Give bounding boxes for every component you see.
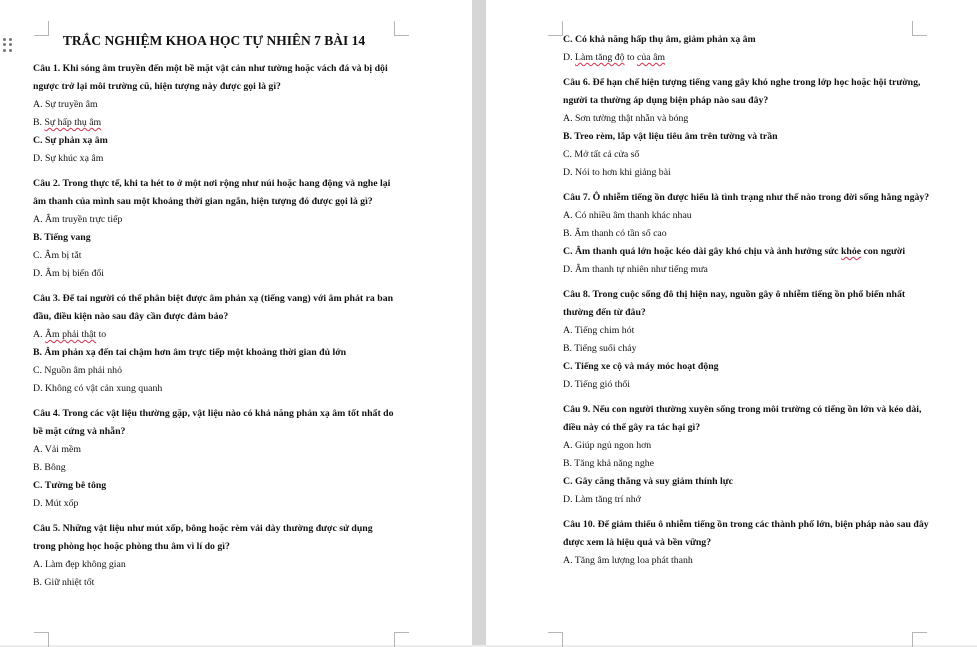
option-a: A. Âm phải thật to <box>33 329 107 340</box>
question-stem: Câu 9. Nếu con người thường xuyên sống trong môi trường có tiếng ồn lớn và kéo dài, điều này có thể gây ra tác hại gì? <box>563 404 922 433</box>
option-d: D. Âm thanh tự nhiên như tiếng mưa <box>563 264 708 275</box>
option-a: A. Tiếng chim hót <box>563 325 635 336</box>
question-6 <box>563 74 933 182</box>
option-d: D. Sự khúc xạ âm <box>33 153 104 164</box>
option-b: B. Tiếng suối chảy <box>563 343 637 354</box>
option-c: C. Gây căng thẳng và suy giảm thính lực <box>563 476 734 487</box>
option-d: D. Tiếng gió thổi <box>563 379 630 390</box>
option-a: A. Tăng âm lượng loa phát thanh <box>563 555 693 566</box>
option-a: A. Sơn tường thật nhẵn và bóng <box>563 113 689 124</box>
option-d: D. Không có vật cản xung quanh <box>33 383 163 394</box>
option-c: C. Âm bị tắt <box>33 250 82 261</box>
question-7 <box>563 189 933 279</box>
option-d: D. Âm bị biến đổi <box>33 268 105 279</box>
question-4 <box>33 405 395 513</box>
option-c: C. Sự phản xạ âm <box>33 135 108 146</box>
question-3 <box>33 290 395 398</box>
document-title: TRẮC NGHIỆM KHOA HỌC TỰ NHIÊN 7 BÀI 14 <box>62 33 366 48</box>
page-content[interactable] <box>33 30 395 592</box>
option-b: B. Sự hấp thụ âm <box>33 117 102 128</box>
option-d: D. Nói to hơn khi giảng bài <box>563 167 671 178</box>
question-stem: Câu 6. Để hạn chế hiện tượng tiếng vang gây khó nghe trong lớp học hoặc hội trường, người ta thường áp dụng biện pháp nào sau đây? <box>563 77 921 106</box>
option-c: C. Có khả năng hấp thụ âm, giảm phản xạ âm <box>563 34 756 45</box>
option-b: B. Tiếng vang <box>33 232 91 243</box>
option-a: A. Âm truyền trực tiếp <box>33 214 123 225</box>
option-a: A. Làm đẹp không gian <box>33 559 126 570</box>
option-b: B. Âm thanh có tần số cao <box>563 228 667 239</box>
question-5 <box>33 520 395 592</box>
option-a: A. Có nhiều âm thanh khác nhau <box>563 210 692 221</box>
option-a: A. Vải mềm <box>33 444 81 455</box>
question-stem: Câu 4. Trong các vật liệu thường gặp, vật liệu nào có khả năng phản xạ âm tốt nhất do bề mặt cứng và nhẵn? <box>33 408 394 437</box>
drag-handle-icon[interactable] <box>3 38 13 52</box>
question-stem: Câu 8. Trong cuộc sống đô thị hiện nay, nguồn gây ô nhiễm tiếng ồn phổ biến nhất thường đến từ đâu? <box>563 289 906 318</box>
question-stem: Câu 1. Khi sóng âm truyền đến một bề mặt vật cản như tường hoặc vách đá và bị dội ngược trở lại môi trường cũ, hiện tượng này được gọi là gì? <box>33 63 388 92</box>
question-stem: Câu 7. Ô nhiễm tiếng ồn được hiểu là tình trạng như thế nào trong đời sống hằng ngày? <box>563 192 930 203</box>
option-c: C. Tiếng xe cộ và máy móc hoạt động <box>563 361 719 372</box>
question-2 <box>33 175 395 283</box>
margin-corner-mark <box>394 21 409 36</box>
option-c: C. Nguồn âm phải nhỏ <box>33 365 122 376</box>
question-stem: Câu 2. Trong thực tế, khi ta hét to ở một nơi rộng như núi hoặc hang động và nghe lại âm thanh của mình sau một khoảng thời gian ngắn, hiện tượng đó được gọi là gì? <box>33 178 391 207</box>
question-5-continued <box>563 31 933 67</box>
spellcheck-marked-text[interactable]: Sự hấp thụ âm <box>44 117 102 128</box>
option-b: B. Tăng khả năng nghe <box>563 458 654 469</box>
spellcheck-marked-text[interactable]: khỏe <box>840 246 862 257</box>
option-a: A. Sự truyền âm <box>33 99 98 110</box>
option-b: B. Treo rèm, lắp vật liệu tiêu âm trên tường và trần <box>563 131 778 142</box>
option-c: C. Tường bê tông <box>33 480 107 491</box>
spellcheck-marked-text[interactable]: Làm tăng độ <box>574 52 625 63</box>
question-1 <box>33 60 395 168</box>
spellcheck-marked-text[interactable]: của âm <box>637 52 666 63</box>
page-gap <box>472 0 486 645</box>
option-c: C. Âm thanh quá lớn hoặc kéo dài gây khó chịu và ảnh hưởng sức khỏe con người <box>563 246 906 257</box>
margin-corner-mark <box>548 21 563 36</box>
option-d: D. Làm tăng trí nhớ <box>563 494 641 505</box>
option-b: B. Bông <box>33 462 66 473</box>
question-stem: Câu 5. Những vật liệu như mút xốp, bông hoặc rèm vải dày thường được sử dụng trong phòng học hoặc phòng thu âm vì lí do gì? <box>33 523 373 552</box>
question-10 <box>563 516 933 570</box>
option-b: B. Âm phản xạ đến tai chậm hơn âm trực tiếp một khoảng thời gian đủ lớn <box>33 347 347 358</box>
option-c: C. Mở tất cả cửa sổ <box>563 149 640 160</box>
question-8 <box>563 286 933 394</box>
document-page-right <box>486 0 977 645</box>
spellcheck-marked-text[interactable]: Âm phải thật <box>44 329 97 340</box>
question-stem: Câu 3. Để tai người có thể phân biệt được âm phản xạ (tiếng vang) với âm phát ra ban đầu, điều kiện nào sau đây cần được đảm bảo? <box>33 293 394 322</box>
question-stem: Câu 10. Để giảm thiểu ô nhiễm tiếng ồn trong các thành phố lớn, biện pháp nào sau đây được xem là hiệu quả và bền vững? <box>563 519 929 548</box>
document-page-left <box>0 0 472 645</box>
option-d: D. Làm tăng độ to của âm <box>563 52 666 63</box>
question-9 <box>563 401 933 509</box>
option-a: A. Giúp ngủ ngon hơn <box>563 440 652 451</box>
option-d: D. Mút xốp <box>33 498 79 509</box>
page-content[interactable] <box>563 31 933 570</box>
option-b: B. Giữ nhiệt tốt <box>33 577 95 588</box>
